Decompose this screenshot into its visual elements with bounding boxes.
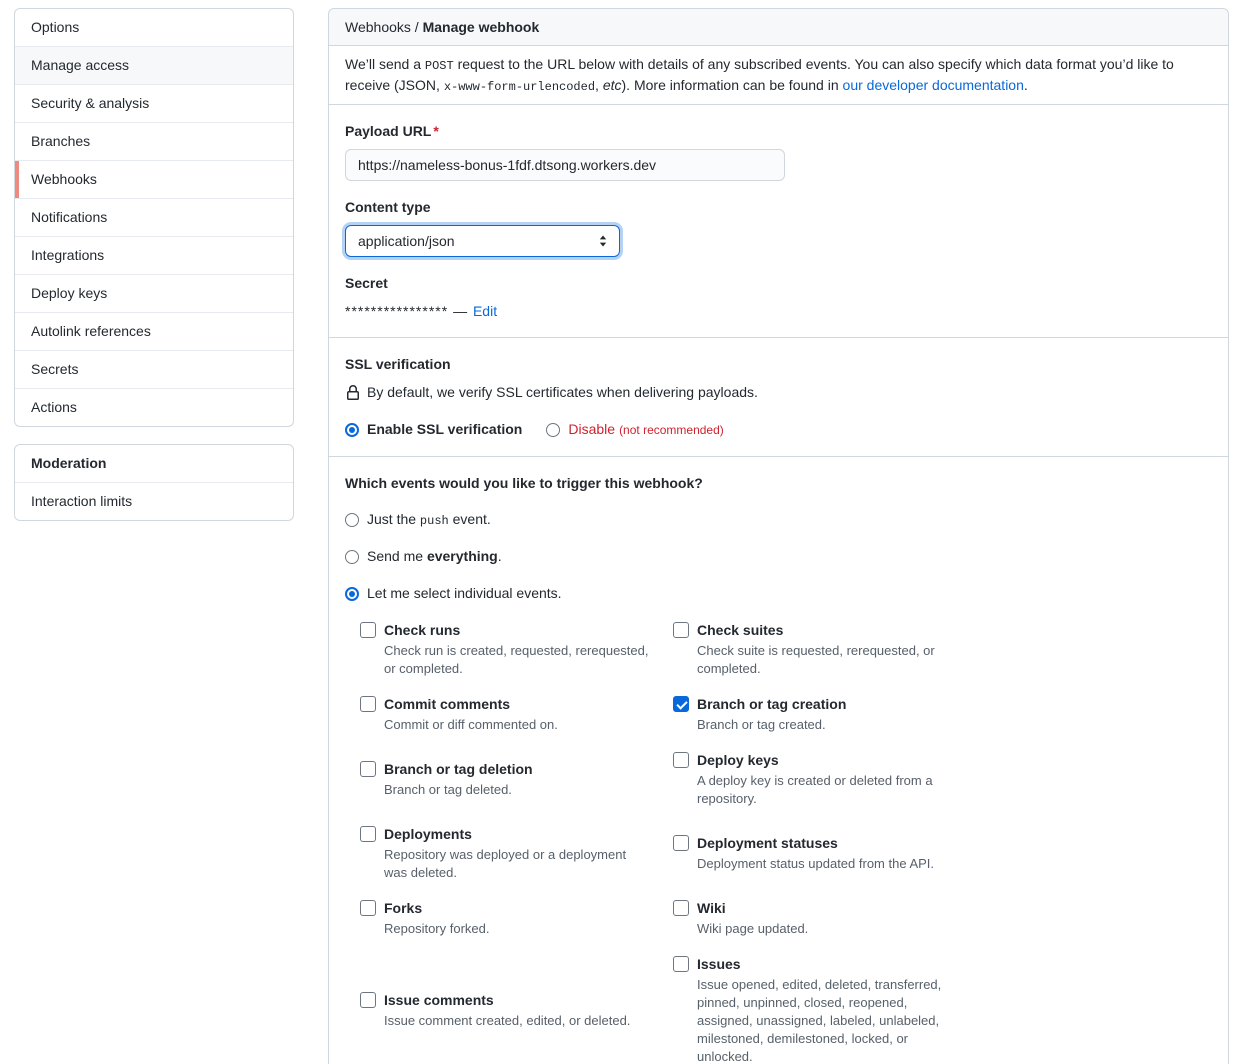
ssl-verification-section [329, 338, 1228, 457]
payload-url-label: Payload URL * [345, 123, 439, 139]
sidebar-item-options[interactable]: Options [15, 9, 293, 47]
ssl-enable-radio[interactable] [345, 423, 359, 437]
event-title[interactable]: Issue comments [384, 992, 494, 1008]
ssl-section-title: SSL verification [345, 356, 451, 372]
ssl-enable-label: Enable SSL verification [367, 421, 523, 437]
select-individual-option[interactable]: Let me select individual events. [345, 583, 562, 604]
event-description: Deployment status updated from the API. [697, 856, 935, 871]
event-check-suites [673, 620, 986, 678]
issues-checkbox[interactable] [673, 956, 689, 972]
breadcrumb [329, 9, 1228, 46]
secret-value-row [345, 301, 1212, 321]
commit-comments-checkbox[interactable] [360, 696, 376, 712]
lock-icon [345, 385, 361, 401]
event-option-just-push [345, 509, 1212, 530]
sidebar-item-actions[interactable]: Actions [31, 399, 77, 415]
event-title[interactable]: Commit comments [384, 696, 511, 712]
secret-edit-link[interactable]: Edit [472, 303, 498, 319]
secret-separator: — [453, 303, 469, 319]
push-code: push [419, 514, 449, 528]
send-everything-option[interactable]: Send me everything. [345, 546, 502, 567]
breadcrumb-webhooks-link[interactable]: Webhooks [345, 19, 411, 35]
check-runs-checkbox[interactable] [360, 622, 376, 638]
sidebar-item-security-analysis[interactable]: Security & analysis [15, 85, 293, 123]
sidebar-item-deploy-keys[interactable]: Deploy keys [15, 275, 293, 313]
intro-paragraph: We’ll send a POST request to the URL below with details of any subscribed events. You can also specify which data format you’d like to receive (JSON, x-www-form-urlencoded, etc). More information can be found in our developer documentation. [345, 56, 1174, 94]
event-description: Branch or tag created. [697, 717, 826, 732]
event-description: Wiki page updated. [697, 921, 809, 936]
event-branch-tag-creation [673, 694, 986, 734]
developer-documentation-link[interactable]: our developer documentation [842, 77, 1024, 93]
event-title[interactable]: Wiki [697, 900, 726, 916]
event-description: Branch or tag deleted. [384, 782, 512, 797]
breadcrumb-separator: / [410, 19, 423, 35]
sidebar-item-notifications[interactable]: Notifications [15, 199, 293, 237]
breadcrumb-current: Manage webhook [422, 19, 540, 35]
send-everything-radio[interactable] [345, 550, 359, 564]
sidebar-item-manage-access[interactable]: Manage access [15, 47, 293, 85]
event-branch-tag-deletion [360, 759, 673, 799]
branch-tag-deletion-checkbox[interactable] [360, 761, 376, 777]
events-question: Which events would you like to trigger this webhook? [345, 475, 703, 491]
content-type-select-wrap [345, 225, 620, 257]
forks-checkbox[interactable] [360, 900, 376, 916]
sidebar-item-secrets[interactable]: Secrets [15, 351, 293, 389]
events-grid [360, 620, 1212, 1064]
event-description: Commit or diff commented on. [384, 717, 558, 732]
event-deployment-statuses [673, 833, 986, 873]
event-check-runs [360, 620, 673, 678]
ssl-disable-radio[interactable] [546, 423, 560, 437]
ssl-disable-option[interactable] [546, 419, 723, 440]
just-push-radio[interactable] [345, 513, 359, 527]
event-deployments [360, 824, 673, 882]
event-description: Check suite is requested, rerequested, or completed. [697, 643, 935, 676]
secret-label: Secret [345, 275, 388, 291]
event-title[interactable]: Check runs [384, 622, 461, 638]
event-description: Issue opened, edited, deleted, transferred, pinned, unpinned, closed, reopened, assigned, unassigned, labeled, unlabeled, milestoned, demilestoned, locked, or unlocked. [697, 977, 942, 1064]
event-commit-comments [360, 694, 673, 734]
event-option-individual [345, 583, 1212, 604]
moderation-nav-group [14, 444, 294, 521]
required-asterisk: * [433, 123, 439, 139]
event-option-everything [345, 546, 1212, 567]
event-title[interactable]: Check suites [697, 622, 784, 638]
settings-nav-group [14, 8, 294, 427]
ssl-disable-label: Disable [568, 421, 616, 437]
just-push-option[interactable]: Just the push event. [345, 509, 491, 530]
event-title[interactable]: Branch or tag creation [697, 696, 847, 712]
event-title[interactable]: Issues [697, 956, 741, 972]
event-description: Check run is created, requested, rerequested, or completed. [384, 643, 649, 676]
ssl-disable-note: (not recommended) [619, 422, 724, 437]
event-forks [360, 898, 673, 938]
event-title[interactable]: Deployments [384, 826, 472, 842]
sidebar-item-branches[interactable]: Branches [15, 123, 293, 161]
manage-webhook-panel [328, 8, 1229, 1064]
wiki-checkbox[interactable] [673, 900, 689, 916]
event-issue-comments [360, 990, 673, 1030]
sidebar-item-interaction-limits[interactable]: Interaction limits [31, 493, 133, 509]
event-title[interactable]: Forks [384, 900, 423, 916]
webhook-form-section [329, 105, 1228, 338]
deploy-keys-checkbox[interactable] [673, 752, 689, 768]
post-code: POST [424, 59, 454, 73]
secret-masked-value: **************** [345, 303, 449, 319]
content-type-select[interactable] [345, 225, 620, 257]
settings-sidebar [14, 8, 294, 521]
moderation-group-header: Moderation [15, 445, 293, 483]
events-section [329, 457, 1228, 1064]
ssl-radio-row [345, 419, 1212, 440]
etc-text: etc [602, 77, 622, 93]
event-description: Issue comment created, edited, or deleted. [384, 1013, 631, 1028]
event-description: Repository forked. [384, 921, 490, 936]
branch-tag-creation-checkbox[interactable] [673, 696, 689, 712]
sidebar-item-autolink-references[interactable]: Autolink references [15, 313, 293, 351]
urlencoded-code: x-www-form-urlencoded [443, 80, 596, 94]
ssl-enable-option[interactable] [345, 419, 522, 440]
event-title[interactable]: Deploy keys [697, 752, 779, 768]
sidebar-item-integrations[interactable]: Integrations [15, 237, 293, 275]
event-title[interactable]: Branch or tag deletion [384, 761, 533, 777]
ssl-note-row [345, 382, 1212, 403]
webhook-intro [329, 46, 1228, 105]
check-suites-checkbox[interactable] [673, 622, 689, 638]
select-individual-radio[interactable] [345, 587, 359, 601]
ssl-note-text: By default, we verify SSL certificates when delivering payloads. [367, 384, 758, 400]
issue-comments-checkbox[interactable] [360, 992, 376, 1008]
event-title[interactable]: Deployment statuses [697, 835, 838, 851]
event-deploy-keys [673, 750, 986, 808]
deployments-checkbox[interactable] [360, 826, 376, 842]
deployment-statuses-checkbox[interactable] [673, 835, 689, 851]
sidebar-item-webhooks[interactable]: Webhooks [15, 161, 293, 199]
event-wiki [673, 898, 986, 938]
event-issues [673, 954, 986, 1064]
event-description: Repository was deployed or a deployment was deleted. [384, 847, 627, 880]
event-description: A deploy key is created or deleted from a repository. [697, 773, 933, 806]
payload-url-input[interactable] [345, 149, 785, 181]
content-type-label: Content type [345, 199, 431, 215]
